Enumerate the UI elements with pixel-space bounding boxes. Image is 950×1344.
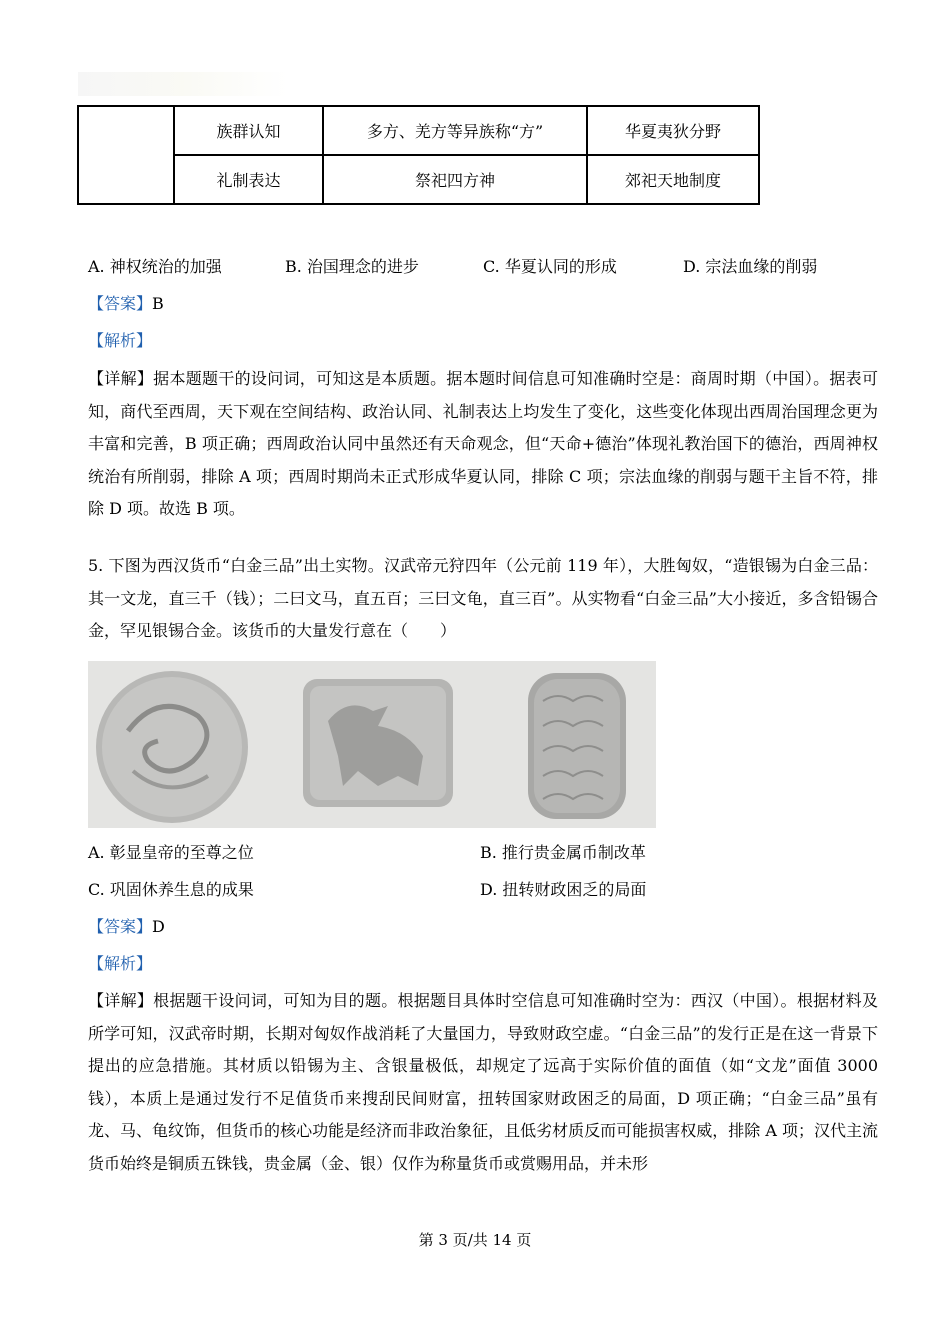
comparison-table: [77, 105, 760, 205]
q4-option-d: D. 宗法血缘的削弱: [683, 257, 818, 276]
answer-tag: 【答案】: [88, 917, 153, 936]
table-cell: 祭祀四方神: [323, 155, 587, 204]
scan-smudge: [78, 72, 288, 96]
q5-stem: 5. 下图为西汉货币“白金三品”出土实物。汉武帝元狩四年（公元前 119 年），大胜匈奴，“造银锡为白金三品：其一文龙，直三千（钱）；二曰文马，直五百；三曰文龟，直三百”。从实物看“白金三品”大小接近，多含铅锡合金，罕见银锡合金。该货币的大量发行意在（ ）: [88, 556, 878, 640]
q4-option-b: B. 治国理念的进步: [285, 257, 419, 276]
q5-answer-line: [88, 917, 165, 937]
q5-option-b: B. 推行贵金属币制改革: [480, 843, 646, 862]
coin-photo: [88, 661, 656, 828]
q5-detail: [88, 985, 878, 1180]
q5-option-d: D. 扭转财政困乏的局面: [480, 880, 647, 899]
q4-answer-line: [88, 294, 164, 314]
q5-option-a: A. 彰显皇帝的至尊之位: [88, 843, 254, 862]
q5-analysis-tag: 【解析】: [88, 954, 153, 973]
q4-option-a: A. 神权统治的加强: [88, 257, 222, 276]
answer-tag: 【答案】: [88, 294, 153, 313]
table-cell: 多方、羌方等异族称“方”: [323, 106, 587, 155]
detail-text: 根据题干设问词，可知为目的题。根据题目具体时空信息可知准确时空为：西汉（中国）。根据材料及所学可知，汉武帝时期，长期对匈奴作战消耗了大量国力，导致财政空虚。“白金三品”的发行正是在这一背景下提出的应急措施。其材质以铅锡为主、含银量极低，却规定了远高于实际价值的面值（如“文龙”面值 3000 钱），本质上是通过发行不足值货币来搜刮民间财富，扭转国家财政困乏的局面，D 项正确；“白金三品”虽有龙、马、龟纹饰，但货币的核心功能是经济而非政治象征，且低劣材质反而可能损害权威，排除 A 项；汉代主流货币始终是铜质五铢钱，贵金属（金、银）仅作为称量货币或赏赐用品，并未形: [88, 991, 878, 1173]
q4-analysis-tag: 【解析】: [88, 331, 153, 350]
horse-coin-image: [303, 679, 453, 807]
turtle-coin-image: [528, 673, 626, 819]
table-cell: 华夏夷狄分野: [587, 106, 759, 155]
table-cell: 族群认知: [174, 106, 323, 155]
table-cell: 礼制表达: [174, 155, 323, 204]
q5-option-c: C. 巩固休养生息的成果: [88, 880, 254, 899]
page-footer: 第 3 页/共 14 页: [418, 1231, 532, 1249]
detail-text: 据本题题干的设问词，可知这是本质题。据本题时间信息可知准确时空是：商周时期（中国）。据表可知，商代至西周，天下观在空间结构、政治认同、礼制表达上均发生了变化，这些变化体现出西周治国理念更为丰富和完善，B 项正确；西周政治认同中虽然还有天命观念，但“天命+德治”体现礼教治国下的德治，西周神权统治有所削弱，排除 A 项；西周时期尚未正式形成华夏认同，排除 C 项；宗法血缘的削弱与题干主旨不符，排除 D 项。故选 B 项。: [88, 369, 878, 518]
q4-option-c: C. 华夏认同的形成: [483, 257, 617, 276]
answer-value: B: [152, 294, 164, 313]
table-row: [78, 106, 759, 155]
table-cell: 郊祀天地制度: [587, 155, 759, 204]
table-row: [78, 155, 759, 204]
detail-tag: 【详解】: [88, 991, 154, 1010]
q4-detail: [88, 363, 878, 526]
table-cell: [78, 106, 174, 204]
detail-tag: 【详解】: [88, 369, 154, 388]
dragon-coin-image: [96, 671, 248, 823]
answer-value: D: [152, 917, 165, 936]
